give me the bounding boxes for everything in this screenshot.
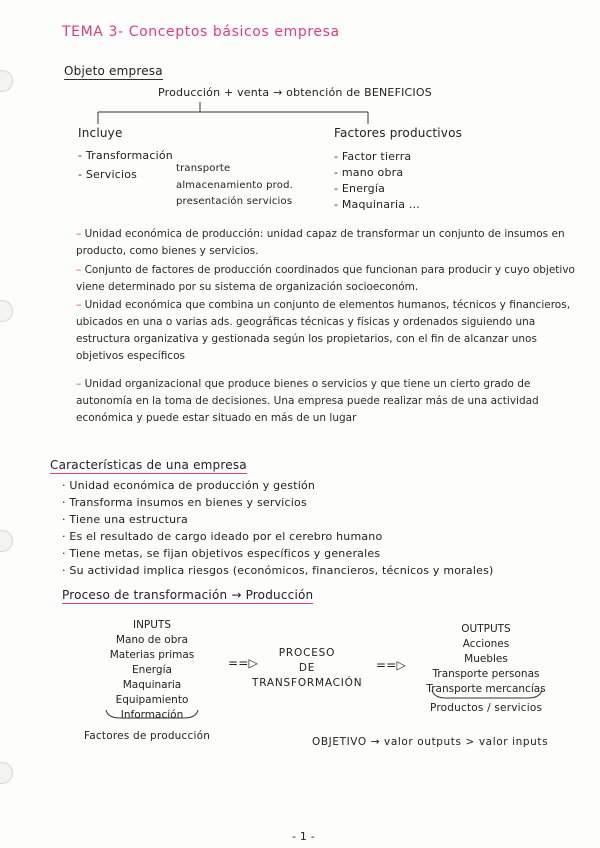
output-item: Transporte mercancías [426,683,546,695]
input-item: Mano de obra [115,634,189,646]
definition-item: – Unidad económica de producción: unidad capaz de transformar un conjunto de insumos en producto, como bienes y servicios. [76,228,565,257]
binder-hole [0,762,13,784]
arrow-1: ==▷ [228,656,258,670]
tree-connectors [0,0,600,140]
input-item: Energía [132,664,172,676]
section-heading-proceso: Proceso de transformación → Producción [62,588,314,602]
input-item: Maquinaria [122,679,182,691]
outputs-column [424,622,548,697]
definition-item: – Unidad organizacional que produce bienes o servicios y que tiene un cierto grado de autonomía en la toma de decisiones. Una empresa puede realizar más de una actividad económica y puede estar situado en más de un lugar [76,378,539,424]
outputs-title: OUTPUTS [461,623,511,635]
feature-item: · Es el resultado de cargo ideado por el cerebro humano [62,530,383,543]
includes-item: - Servicios [78,168,138,181]
feature-item: · Tiene metas, se fijan objetivos específicos y generales [62,547,381,560]
factors-label: Factores productivos [334,126,463,140]
definition-item: – Unidad económica que combina un conjunto de elementos humanos, técnicos y financieros, ubicados en una o varias ads. geográficas técnicas y físicas y ordenados siguiendo una estructura organizativa y gestionada según los propietarios, con el fin de alcanzar unos objetivos específicos [76,299,571,362]
output-item: Muebles [464,653,508,665]
section-heading-objeto: Objeto empresa [64,64,163,78]
page-title: TEMA 3- Conceptos básicos empresa [62,24,340,40]
includes-item: - Transformación [78,149,173,162]
binder-hole [0,300,13,322]
service-item: presentación servicios [176,196,293,207]
factor-item: - Energía [334,182,386,195]
inputs-title: INPUTS [132,619,172,631]
definition-item: – Conjunto de factores de producción coordinados que funcionan para producir y cuyo objetivo viene determinado por su sistema de organización socioeconóm. [76,264,575,293]
process-line: TRANSFORMACIÓN [252,677,363,689]
outputs-caption: Productos / servicios [430,702,543,714]
inputs-column [88,618,216,723]
binder-hole [0,530,13,552]
arrow-2: ==▷ [376,658,406,672]
output-item: Transporte personas [432,668,540,680]
service-item: almacenamiento prod. [176,180,294,191]
page-number: - 1 - [292,830,315,843]
section-heading-caracteristicas: Características de una empresa [50,458,247,472]
objective: OBJETIVO → valor outputs > valor inputs [312,736,549,748]
factor-item: - Maquinaria ... [334,198,420,211]
factor-item: - Factor tierra [334,150,412,163]
process-block [252,646,362,691]
feature-item: · Unidad económica de producción y gestión [62,479,316,492]
input-item: Materias primas [109,649,195,661]
inputs-caption: Factores de producción [84,730,211,742]
output-item: Acciones [462,638,510,650]
process-line: PROCESO [278,647,336,659]
factor-item: - mano obra [334,166,404,179]
input-item: Información [120,709,184,721]
feature-item: · Su actividad implica riesgos (económicos, financieros, técnicos y morales) [62,564,494,577]
process-line: DE [298,662,316,674]
input-item: Equipamiento [115,694,189,706]
includes-label: Incluye [78,126,123,140]
feature-item: · Tiene una estructura [62,513,188,526]
feature-item: · Transforma insumos en bienes y servicios [62,496,307,509]
service-item: transporte [176,163,231,174]
formula: Producción + venta → obtención de BENEFICIOS [158,86,432,99]
